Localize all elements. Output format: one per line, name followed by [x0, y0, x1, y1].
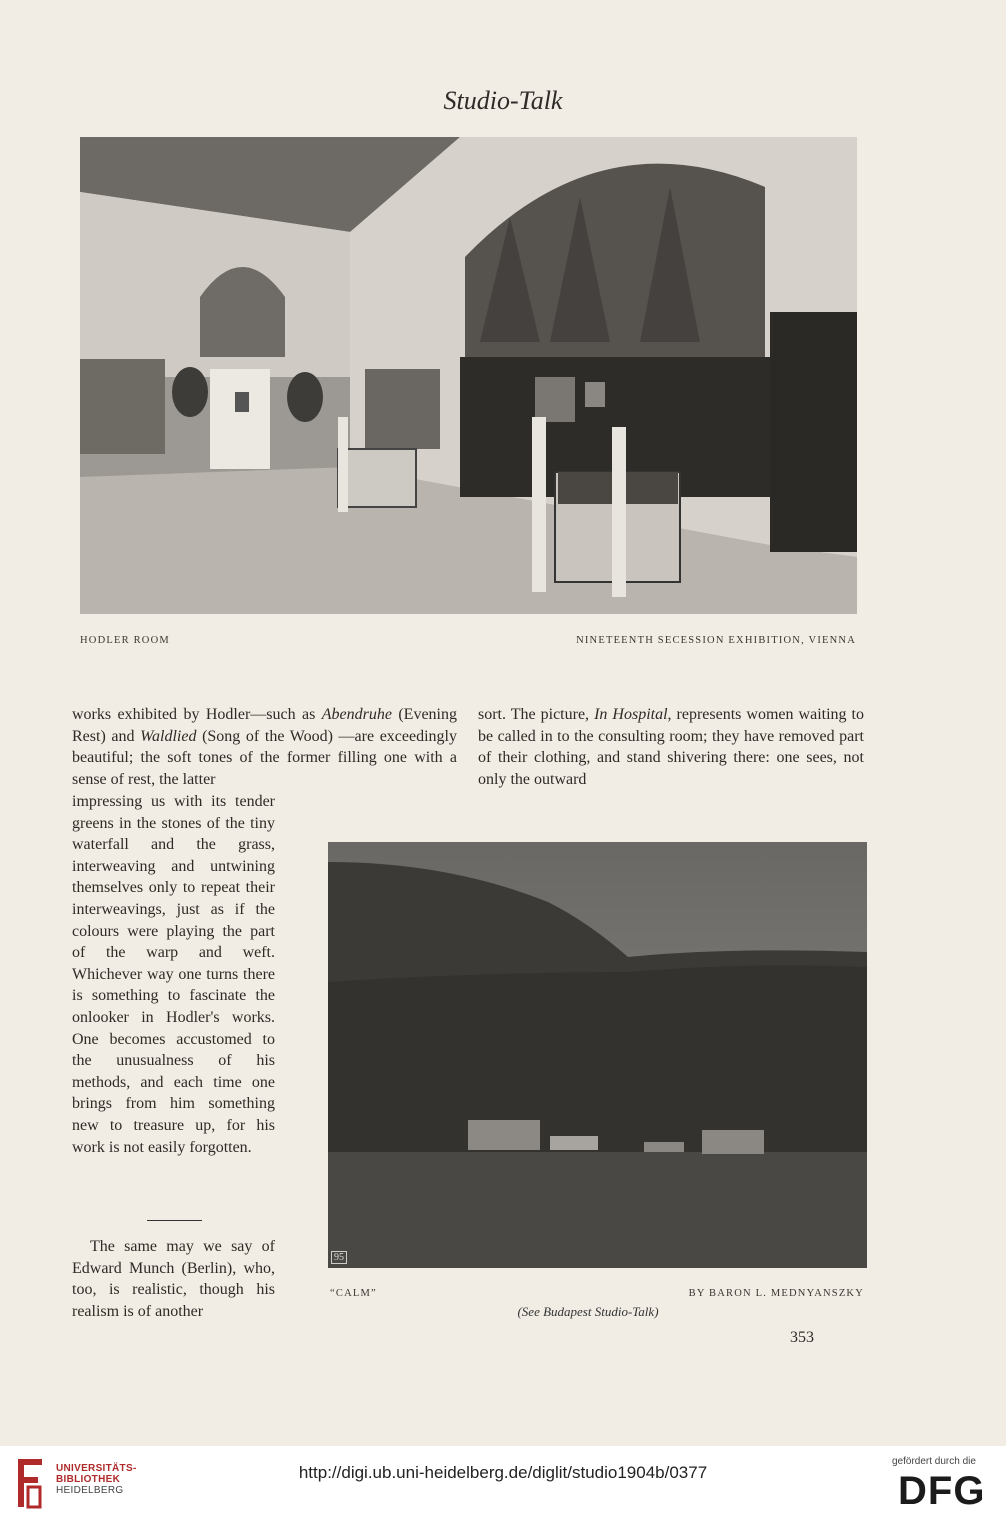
- library-line1: UNIVERSITÄTS-: [56, 1463, 137, 1474]
- paragraph-munch: The same may we say of Edward Munch (Berlin), who, too, is realistic, though his realism is of another: [72, 1238, 275, 1320]
- left-column-narrow-text: [72, 791, 275, 1158]
- figure1-caption-left: HODLER ROOM: [80, 635, 170, 646]
- dfg-logo: DFG: [898, 1469, 986, 1513]
- text-span: , represents women waiting to be called in to the consulting room; they have removed part of their clothing, and stand shivering there: one sees, not only the outward: [478, 706, 864, 788]
- left-column-top-text: [72, 704, 457, 790]
- figure2-caption-left: “CALM”: [330, 1288, 377, 1299]
- text-span: (Song of the Wood) —are exceedingly beautiful; the soft tones of the former filling one with a sense of rest, the latter: [72, 727, 457, 788]
- calm-painting-photo: [328, 842, 867, 1268]
- page-number: 353: [790, 1329, 814, 1346]
- figure1-caption-right: NINETEENTH SECESSION EXHIBITION, VIENNA: [576, 635, 856, 646]
- title-abendruhe: Abendruhe: [321, 706, 392, 723]
- figure2-note: (See Budapest Studio-Talk): [517, 1304, 659, 1319]
- page-title: Studio-Talk: [443, 86, 563, 115]
- section-divider: [147, 1220, 202, 1221]
- text-span: sort. The picture,: [478, 706, 595, 723]
- title-waldlied: Waldlied: [140, 727, 197, 745]
- text-span: works exhibited by Hodler—such as: [72, 706, 322, 723]
- library-line2: BIBLIOTHEK: [56, 1474, 121, 1485]
- left-column-munch-text: [72, 1236, 275, 1322]
- paragraph-hodler-cont: impressing us with its tender greens in the stones of the tiny waterfall and the grass, interweaving and untwining themselves only to repeat their interweavings, just as if the colours were playing the part of the warp and weft. Whichever way one turns there is something to fascinate the onlooker in Hodler's works. One becomes accustomed to the unusualness of his methods, and each time one brings from him something new to treasure up, for his work is not easily forgotten.: [72, 793, 275, 1156]
- text-span: (Evening Rest) and: [72, 706, 458, 745]
- source-url-link[interactable]: http://digi.ub.uni-heidelberg.de/diglit/studio1904b/0377: [298, 1463, 708, 1482]
- plate-number: 95: [331, 1251, 347, 1264]
- title-in-hospital: In Hospital: [594, 706, 668, 723]
- funding-text: gefördert durch die: [892, 1456, 976, 1467]
- figure2-caption-right: BY BARON L. MEDNYANSZKY: [688, 1288, 864, 1299]
- library-line3: HEIDELBERG: [56, 1485, 124, 1496]
- right-column-top-text: [478, 704, 864, 790]
- hodler-room-photo: [80, 137, 857, 614]
